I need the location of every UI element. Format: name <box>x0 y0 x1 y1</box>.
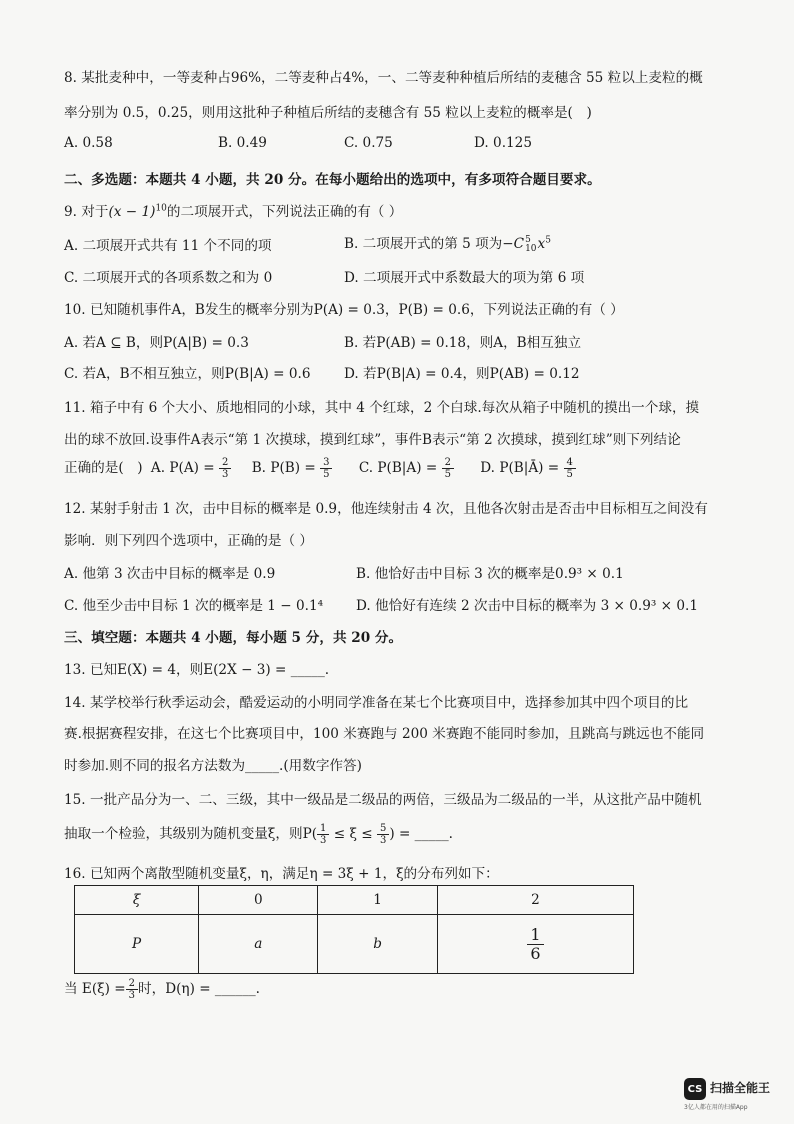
q8-option-b: B. 0.49 <box>218 135 267 151</box>
q9-option-b-xsup: 5 <box>545 235 551 246</box>
table-cell: P <box>75 915 199 974</box>
q11-option-d-frac <box>564 457 576 480</box>
q12-option-d: D. 他恰好有连续 2 次击中目标的概率为 3 × 0.9³ × 0.1 <box>356 598 698 614</box>
q9-expr: (x − 1) <box>108 204 156 220</box>
q16-tail-suffix: 时，D(η) = ______. <box>138 981 261 997</box>
q11-stem-line1: 11. 箱子中有 6 个大小、质地相同的小球，其中 4 个红球，2 个白球.每次从箱子中随机的摸出一个球，摸 <box>64 400 700 416</box>
q14-line2: 赛.根据赛程安排，在这七个比赛项目中，100 米赛跑与 200 米赛跑不能同时参加，且跳高与跳远也不能同 <box>64 726 705 742</box>
q16-tail-prefix: 当 E(ξ) = <box>64 981 126 997</box>
q9-option-a: A. 二项展开式共有 11 个不同的项 <box>64 238 272 254</box>
q11-b-num: 3 <box>320 457 332 469</box>
camscanner-logo-icon: CS <box>684 1078 706 1100</box>
q10-stem: 10. 已知随机事件A，B发生的概率分别为P(A) = 0.3，P(B) = 0.6，下列说法正确的有（ ） <box>64 302 624 318</box>
q11-stem-text: 正确的是( ) <box>64 460 143 476</box>
q12-option-b: B. 他恰好击中目标 3 次的概率是0.9³ × 0.1 <box>356 566 624 582</box>
distribution-table <box>74 885 634 974</box>
q9-exponent: 10 <box>155 203 167 214</box>
section-2-heading: 二、多选题：本题共 4 小题，共 20 分。在每小题给出的选项中，有多项符合题目要求。 <box>64 172 601 188</box>
q16-frac-den: 6 <box>530 943 541 963</box>
scanner-watermark <box>684 1075 794 1115</box>
q8-option-d: D. 0.125 <box>474 135 532 151</box>
q9-option-b-c: −C <box>502 236 525 252</box>
q15-line2 <box>64 822 453 846</box>
q11-c-num: 2 <box>442 457 454 469</box>
q9-option-b-x: x <box>537 236 546 252</box>
q15-line1: 15. 一批产品分为一、二、三级，其中一级品是二级品的两倍，三级品为二级品的一半，从这批产品中随机 <box>64 792 702 808</box>
table-cell: 0 <box>199 886 318 915</box>
q11-option-a-frac <box>219 457 231 480</box>
q11-option-b <box>251 457 333 480</box>
q11-option-b-text: B. P(B) = <box>251 460 316 476</box>
q11-stem-line3 <box>64 456 576 480</box>
scanner-tagline: 3亿人都在用的扫描App <box>684 1104 748 1111</box>
q16-tail-den: 3 <box>128 990 136 1001</box>
q13-text: 13. 已知E(X) = 4，则E(2X − 3) = _____. <box>64 662 330 678</box>
q10-option-a: A. 若A ⊆ B，则P(A|B) = 0.3 <box>64 335 249 351</box>
q9-stem <box>64 200 402 220</box>
q10-option-b: B. 若P(AB) = 0.18，则A，B相互独立 <box>344 335 582 351</box>
q11-option-a <box>150 457 231 480</box>
q11-option-d-text: D. P(B|Ā) = <box>480 460 560 476</box>
table-cell: 2 <box>437 886 633 915</box>
table-row <box>75 915 634 974</box>
q11-d-num: 4 <box>564 457 576 469</box>
q11-option-b-frac <box>320 457 332 480</box>
q9-option-b-sup: 5 <box>525 235 531 246</box>
section-3-heading: 三、填空题：本题共 4 小题，每小题 5 分，共 20 分。 <box>64 630 403 646</box>
q12-stem-line1: 12. 某射手射击 1 次，击中目标的概率是 0.9，他连续射击 4 次，且他各次射击是否击中目标相互之间没有 <box>64 501 708 517</box>
q15-lo-den: 3 <box>320 835 327 846</box>
q15-line2-prefix: 抽取一个检验，其级别为随机变量ξ，则P( <box>64 826 318 842</box>
q9-stem-prefix: 9. 对于 <box>64 204 109 220</box>
table-cell: b <box>318 915 438 974</box>
q8-stem-line1: 8. 某批麦种中，一等麦种占96%，二等麦种占4%，一、二等麦种种植后所结的麦穗含 55 粒以上麦粒的概 <box>64 70 703 86</box>
table-cell: a <box>199 915 318 974</box>
q11-option-c <box>358 457 454 480</box>
q14-line1: 14. 某学校举行秋季运动会，酷爱运动的小明同学准备在某七个比赛项目中，选择参加其中四个项目的比 <box>64 695 689 711</box>
q11-option-a-text: A. P(A) = <box>150 460 215 476</box>
q11-stem-line2: 出的球不放回.设事件A表示“第 1 次摸球，摸到红球”，事件B表示“第 2 次摸球，摸到红球”则下列结论 <box>64 432 681 448</box>
table-cell <box>437 915 633 974</box>
q11-d-den: 5 <box>566 469 573 480</box>
q9-option-b <box>344 232 551 253</box>
q16-stem: 16. 已知两个离散型随机变量ξ，η，满足η = 3ξ + 1，ξ的分布列如下： <box>64 866 499 882</box>
q16-tail <box>64 977 260 1001</box>
q15-lower-frac <box>317 823 329 846</box>
table-cell-fraction <box>527 926 543 962</box>
table-cell: 1 <box>318 886 438 915</box>
q11-option-d <box>480 457 576 480</box>
q15-hi-num: 5 <box>377 823 389 835</box>
q15-inequality: ≤ ξ ≤ <box>329 826 377 842</box>
q11-option-c-frac <box>442 457 454 480</box>
q8-option-a: A. 0.58 <box>64 135 113 151</box>
q16-tail-num: 2 <box>126 978 138 990</box>
q9-option-c: C. 二项展开式的各项系数之和为 0 <box>64 270 273 286</box>
q11-c-den: 5 <box>444 469 451 480</box>
q12-stem-line2: 影响．则下列四个选项中，正确的是（ ） <box>64 533 314 549</box>
q15-hi-den: 3 <box>379 835 387 846</box>
q10-option-d: D. 若P(B|A) = 0.4，则P(AB) = 0.12 <box>344 366 580 382</box>
q15-upper-frac <box>377 823 389 846</box>
table-cell: ξ <box>75 886 199 915</box>
q10-option-c: C. 若A，B不相互独立，则P(B|A) = 0.6 <box>64 366 311 382</box>
q14-line3: 时参加.则不同的报名方法数为_____.(用数字作答) <box>64 758 362 774</box>
q11-option-c-text: C. P(B|A) = <box>358 460 438 476</box>
scanner-app-name: 扫描全能王 <box>710 1081 771 1095</box>
q12-option-a: A. 他第 3 次击中目标的概率是 0.9 <box>64 566 276 582</box>
q11-a-num: 2 <box>219 457 231 469</box>
q16-frac-num: 1 <box>527 926 543 945</box>
table-header-row <box>75 886 634 915</box>
q9-option-b-sub: 10 <box>525 243 537 254</box>
q8-stem-line2: 率分别为 0.5，0.25，则用这批种子种植后所结的麦穗含有 55 粒以上麦粒的概率是( ) <box>64 105 592 121</box>
q9-option-d: D. 二项展开式中系数最大的项为第 6 项 <box>344 270 585 286</box>
q12-option-c: C. 他至少击中目标 1 次的概率是 1 − 0.1⁴ <box>64 598 324 614</box>
q11-a-den: 3 <box>221 469 229 480</box>
q15-line2-suffix: ) = _____. <box>389 826 453 842</box>
q16-tail-frac <box>126 978 138 1001</box>
q9-option-b-text: B. 二项展开式的第 5 项为 <box>344 236 503 252</box>
q11-b-den: 5 <box>323 469 330 480</box>
q8-option-c: C. 0.75 <box>344 135 393 151</box>
q9-stem-suffix: 的二项展开式，下列说法正确的有（ ） <box>166 204 403 220</box>
q15-lo-num: 1 <box>317 823 329 835</box>
